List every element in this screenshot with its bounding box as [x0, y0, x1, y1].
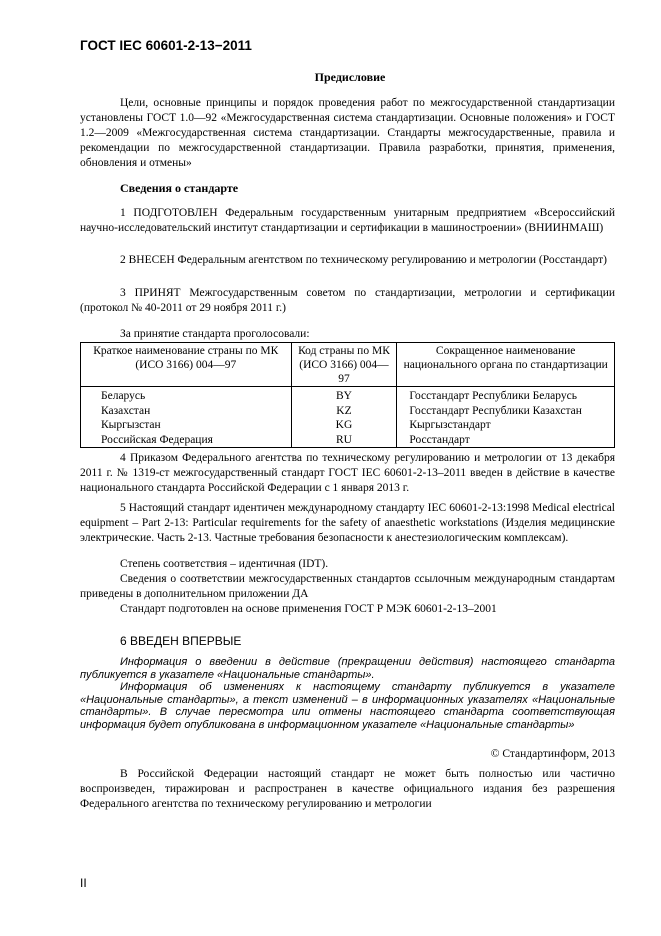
- body-cell: Госстандарт Республики Казахстан: [397, 404, 615, 419]
- code-cell: KZ: [291, 404, 397, 419]
- body-cell: Госстандарт Республики Беларусь: [397, 387, 615, 404]
- table-row: [81, 418, 615, 433]
- preface-title: Предисловие: [314, 70, 386, 84]
- item-6-notice-1: Информация о введении в действие (прекращении действия) настоящего стандарта публикуется в указателе «Национальные стандарты».: [80, 656, 615, 681]
- col-header-country: Краткое наименование страны по МК (ИСО 3166) 004—97: [81, 343, 292, 387]
- code-cell: BY: [291, 387, 397, 404]
- item-1-prepared: 1 ПОДГОТОВЛЕН Федеральным государственным унитарным предприятием «Всероссийский научно-исследовательский институт стандартизации и сертификации в машиностроении» (ВНИИНМАШ): [80, 207, 615, 234]
- item-2-introduced: 2 ВНЕСЕН Федеральным агентством по техническому регулированию и метрологии (Росстандарт): [120, 254, 607, 266]
- code-cell: KG: [291, 418, 397, 433]
- col-header-body: Сокращенное наименование национального органа по стандартизации: [397, 343, 615, 387]
- item-6-notice-2: Информация об изменениях к настоящему стандарту публикуется в указателе «Национальные стандарты», а текст изменений – в информационных указателях «Национальные стандарты». В случае пересмотра или отмены настоящего стандарта соответствующая информация будет опубликована в информационном указателе «Национальные стандарты»: [80, 681, 615, 731]
- item-6-heading: 6 ВВЕДЕН ВПЕРВЫЕ: [120, 634, 242, 648]
- table-row: [81, 387, 615, 404]
- country-cell: Беларусь: [81, 387, 292, 404]
- body-cell: Росстандарт: [397, 433, 615, 448]
- item-5-identity: 5 Настоящий стандарт идентичен международному стандарту IEC 60601-2-13:1998 Medical electrical equipment – Part 2-13: Particular requirements for the safety of anaesthetic workstations (Изделия медицинские электрические. Часть 2-13. Частные требования безопасности к анестезиологическим комплексам).: [80, 502, 615, 544]
- code-cell: RU: [291, 433, 397, 448]
- page-number: II: [80, 876, 87, 890]
- rights-notice: В Российской Федерации настоящий стандарт не может быть полностью или частично воспроизведен, тиражирован и распространен в качестве официального издания без разрешения Федерального агентства по техническому регулированию и метрологии: [80, 768, 615, 810]
- doc-code-header: ГОСТ IEC 60601-2-13−2011: [80, 38, 252, 53]
- body-cell: Кыргызстандарт: [397, 418, 615, 433]
- standard-info-heading: Сведения о стандарте: [120, 181, 239, 195]
- copyright-line: © Стандартинформ, 2013: [490, 748, 615, 760]
- item-4-order: 4 Приказом Федерального агентства по техническому регулированию и метрологии от 13 декабря 2011 г. № 1319-ст межгосударственный стандарт ГОСТ IEC 60601-2-13–2011 введен в действие в качестве национального стандарта Российской Федерации с 1 января 2013 г.: [80, 452, 615, 494]
- item-5-compliance: Сведения о соответствии межгосударственных стандартов ссылочным международным стандартам приведены в дополнительном приложении ДА: [80, 573, 615, 600]
- country-cell: Российская Федерация: [81, 433, 292, 448]
- voting-caption: За принятие стандарта проголосовали:: [120, 328, 310, 340]
- item-5-degree: Степень соответствия – идентичная (IDT).: [120, 558, 329, 570]
- table-row: [81, 433, 615, 448]
- col-header-code: Код страны по МК (ИСО 3166) 004—97: [291, 343, 397, 387]
- item-5-basis: Стандарт подготовлен на основе применения ГОСТ Р МЭК 60601-2-13–2001: [120, 603, 497, 615]
- country-cell: Казахстан: [81, 404, 292, 419]
- table-row: [81, 404, 615, 419]
- country-cell: Кыргызстан: [81, 418, 292, 433]
- item-3-adopted: 3 ПРИНЯТ Межгосударственным советом по стандартизации, метрологии и сертификации (протокол № 40-2011 от 29 ноября 2011 г.): [80, 287, 615, 314]
- voting-table: [80, 342, 615, 448]
- preface-intro: Цели, основные принципы и порядок проведения работ по межгосударственной стандартизации установлены ГОСТ 1.0—92 «Межгосударственная система стандартизации. Основные положения» и ГОСТ 1.2—2009 «Межгосударственная система стандартизации. Стандарты межгосударственные, правила и рекомендации по межгосударственной стандартизации. Правила разработки, принятия, применения, обновления и отмены»: [80, 97, 615, 169]
